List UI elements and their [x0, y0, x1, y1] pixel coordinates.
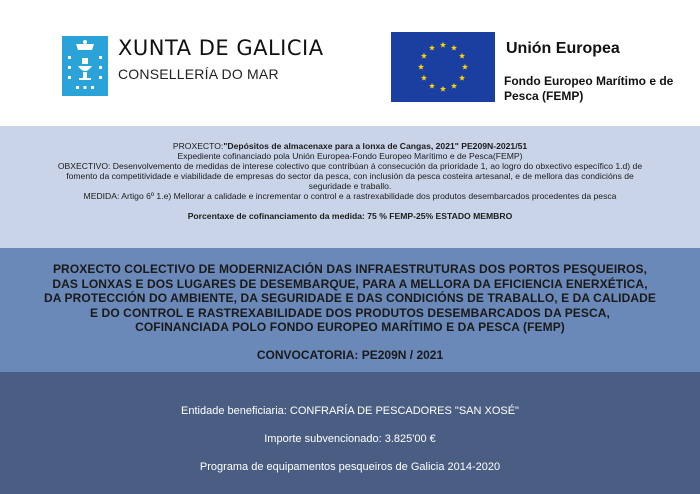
eu-title: Unión Europea [506, 40, 620, 57]
convocatoria: CONVOCATORIA: PE209N / 2021 [256, 347, 444, 362]
program-name: Programa de equipamentos pesqueiros de Galicia 2014-2020 [199, 461, 501, 473]
project-value: "Depósitos de almacenaxe para a lonxa de Cangas, 2021" PE209N-2021/51 [223, 141, 528, 151]
cofinancing-note: Expediente cofinanciado pola Unión Europea-Fondo Europeo Marítimo e de Pesca(FEMP) [177, 151, 523, 161]
objective-text: OBXECTIVO: Desenvolvemento de medidas de interese colectivo que contribúan á consecución da prioridade 1, ao logro do obxectivo específico 1.d) de fomento da competitividade e viabilidade de empresas do sector da pesca, con inclusión da pesca costeira artesanal, e de mellora das condicións de seguridade e traballo. [57, 161, 643, 191]
project-label: PROXECTO: [172, 141, 224, 151]
project-line [46, 141, 654, 151]
xunta-title: XUNTA DE GALICIA [118, 36, 324, 60]
xunta-subtitle: CONSELLERÍA DO MAR [118, 66, 279, 82]
galicia-coat-of-arms-icon [62, 36, 108, 96]
eu-fund-name: Fondo Europeo Marítimo e de Pesca (FEMP) [504, 74, 674, 103]
eu-flag-icon [391, 32, 495, 102]
measure-text: MEDIDA: Artigo 6º 1.e) Mellorar a calidade e incrementar o control e a rastrexabilidade dos produtos desembarcados procedentes da pesca [83, 191, 617, 201]
cofinancing-percentage: Porcentaxe de cofinanciamento da medida: 75 % FEMP-25% ESTADO MEMBRO [187, 211, 513, 221]
collective-project-band [0, 248, 700, 372]
beneficiary-entity: Entidade beneficiaria: CONFRARÍA DE PESCADORES "SAN XOSÉ" [181, 405, 519, 417]
beneficiary-band [0, 372, 700, 494]
header [0, 0, 700, 126]
collective-project-title: PROXECTO COLECTIVO DE MODERNIZACIÓN DAS INFRAESTRUTURAS DOS PORTOS PESQUEIROS, DAS LONXAS E DOS LUGARES DE DESEMBARQUE, PARA A MELLORA DA EFICIENCIA ENERXÉTICA, DA PROTECCIÓN DO AMBIENTE, DA SEGURIDADE E DAS CONDICIÓNS DE TRABALLO, E DA CALIDADE E DO CONTROL E RASTREXABILIDADE DOS PRODUTOS DESEMBARCADOS DA PESCA, COFINANCIADA POLO FONDO EUROPEO MARÍTIMO E DA PESCA (FEMP) [44, 262, 656, 334]
subsidy-amount: Importe subvencionado: 3.825'00 € [264, 433, 436, 445]
project-info-band [0, 126, 700, 248]
